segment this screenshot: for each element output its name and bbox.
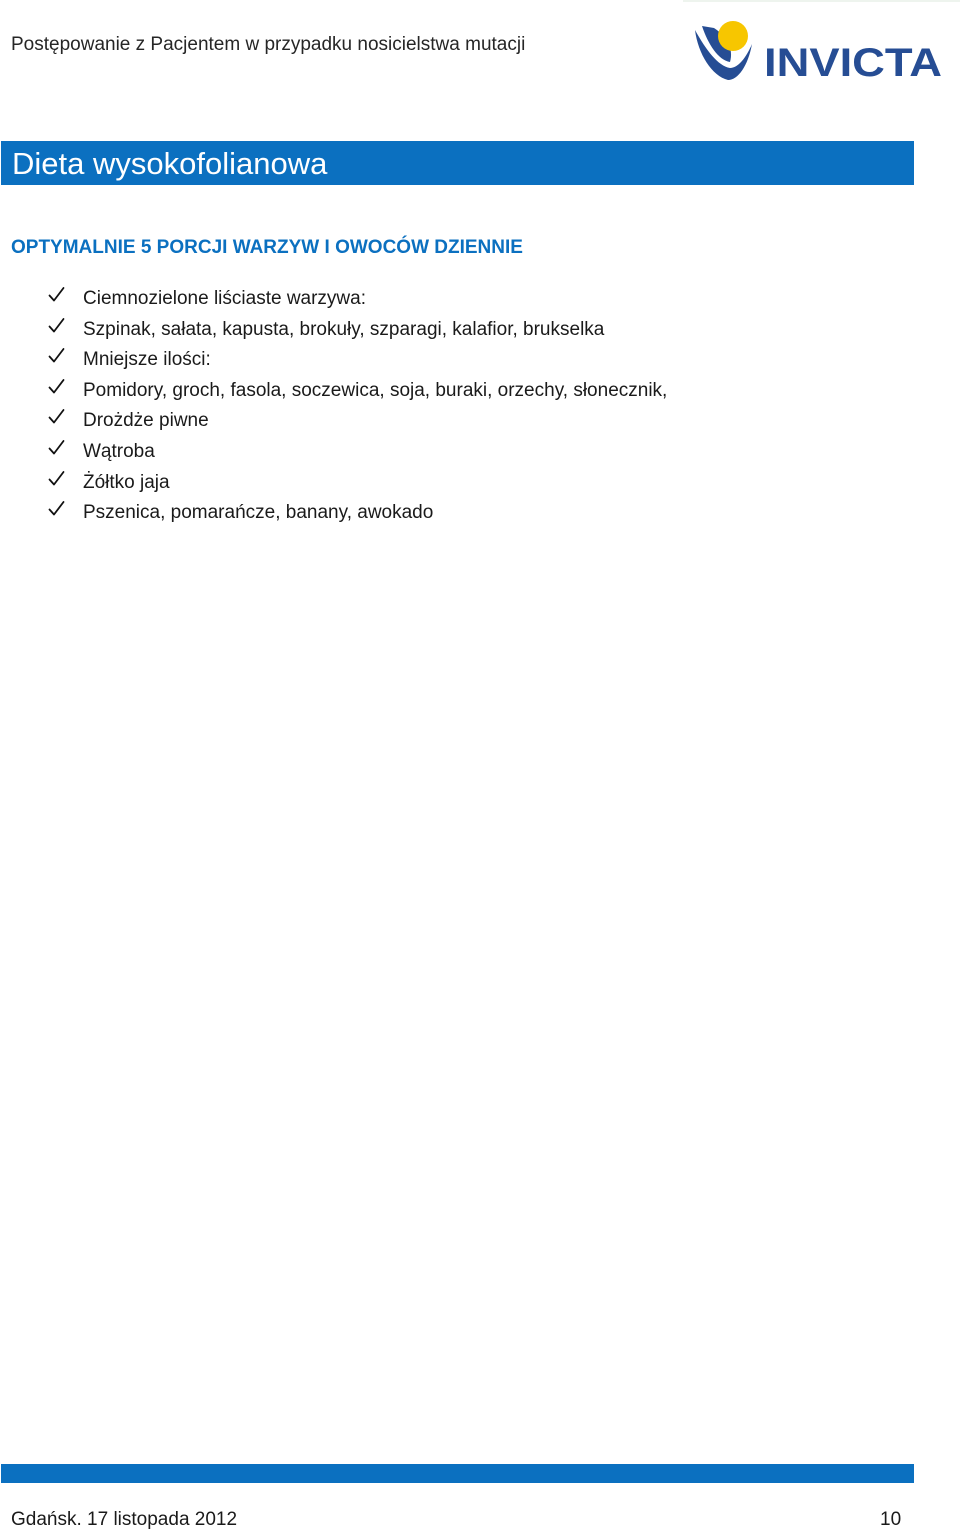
page-title: Dieta wysokofolianowa bbox=[12, 146, 328, 181]
list-item-text: Drożdże piwne bbox=[83, 410, 209, 432]
list-item-text: Żółtko jaja bbox=[83, 471, 170, 493]
check-icon bbox=[48, 408, 65, 425]
check-icon bbox=[48, 439, 65, 456]
document-header-title: Postępowanie z Pacjentem w przypadku nosicielstwa mutacji bbox=[11, 34, 526, 55]
logo-wordmark: INVICTA bbox=[764, 41, 942, 84]
list-item-text: Wątroba bbox=[83, 440, 155, 462]
check-icon bbox=[48, 470, 65, 487]
footer-bar bbox=[1, 1464, 914, 1483]
footer-date: Gdańsk. 17 listopada 2012 bbox=[11, 1509, 238, 1530]
page-title-bar bbox=[1, 141, 914, 185]
check-icon bbox=[48, 378, 65, 395]
check-icon bbox=[48, 500, 65, 517]
section-heading: OPTYMALNIE 5 PORCJI WARZYW I OWOCÓW DZIENNIE bbox=[11, 237, 523, 258]
logo-sun-dot bbox=[718, 21, 748, 51]
page-number: 10 bbox=[880, 1509, 902, 1530]
list-item-text: Pomidory, groch, fasola, soczewica, soja, buraki, orzechy, słonecznik, bbox=[83, 379, 668, 401]
list-item-text: Pszenica, pomarańcze, banany, awokado bbox=[83, 502, 434, 524]
check-icon bbox=[48, 317, 65, 334]
invicta-logo bbox=[692, 18, 944, 84]
list-item-text: Mniejsze ilości: bbox=[83, 349, 211, 371]
check-icon bbox=[48, 347, 65, 364]
header-top-rule bbox=[683, 0, 960, 2]
check-icon bbox=[48, 286, 65, 303]
list-item-text: Ciemnozielone liściaste warzywa: bbox=[83, 288, 366, 309]
list-item-text: Szpinak, sałata, kapusta, brokuły, szparagi, kalafior, brukselka bbox=[83, 318, 605, 340]
